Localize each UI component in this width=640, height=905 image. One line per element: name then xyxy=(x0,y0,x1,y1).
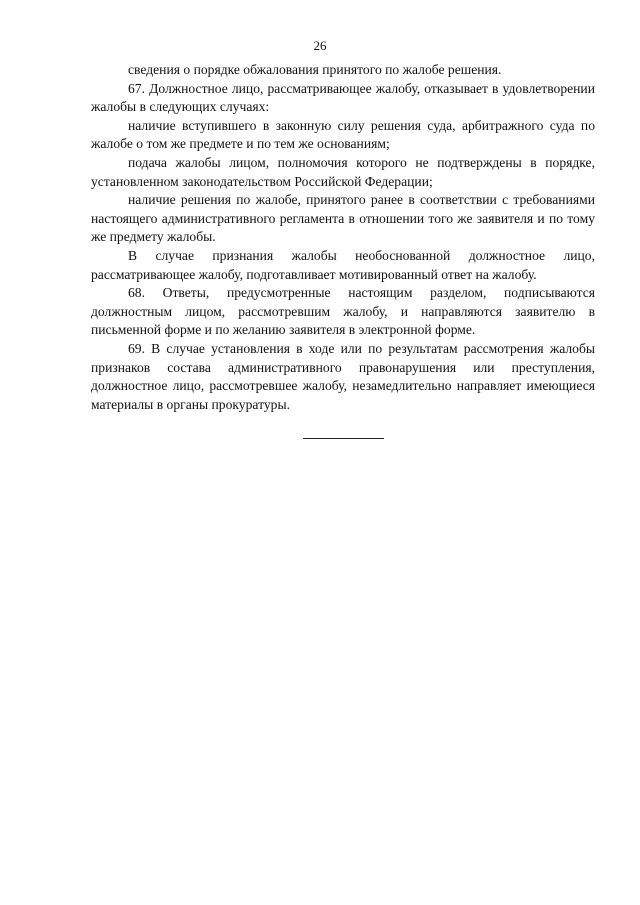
paragraph-court-decision-ground: наличие вступившего в законную силу решения суда, арбитражного суда по жалобе о том же предмете и по тем же основаниям; xyxy=(91,117,595,152)
paragraph-67-refusal-grounds: 67. Должностное лицо, рассматривающее жалобу, отказывает в удовлетворении жалобы в следующих случаях: xyxy=(91,80,595,115)
paragraph-68-responses: 68. Ответы, предусмотренные настоящим разделом, подписываются должностным лицом, рассмотревшим жалобу, и направляются заявителю в письменной форме и по желанию заявителя в электронной форме. xyxy=(91,285,595,338)
page-number: 26 xyxy=(313,38,327,53)
document-body xyxy=(91,61,595,414)
paragraph-69-prosecution-referral: 69. В случае установления в ходе или по результатам рассмотрения жалобы признаков состава административного правонарушения или преступления, должностное лицо, рассмотревшее жалобу, незамедлительно направляет имеющиеся материалы в органы прокуратуры. xyxy=(91,340,595,412)
paragraph-unconfirmed-authority-ground: подача жалобы лицом, полномочия которого не подтверждены в порядке, установленном законодательством Российской Федерации; xyxy=(91,154,595,189)
paragraph-unfounded-complaint: В случае признания жалобы необоснованной должностное лицо, рассматривающее жалобу, подготавливает мотивированный ответ на жалобу. xyxy=(91,247,595,282)
paragraph-appeal-procedure-info: сведения о порядке обжалования принятого по жалобе решения. xyxy=(128,62,502,77)
paragraph-prior-decision-ground: наличие решения по жалобе, принятого ранее в соответствии с требованиями настоящего административного регламента в отношении того же заявителя и по тому же предмету жалобы. xyxy=(91,192,595,245)
end-of-text-divider xyxy=(303,438,384,439)
